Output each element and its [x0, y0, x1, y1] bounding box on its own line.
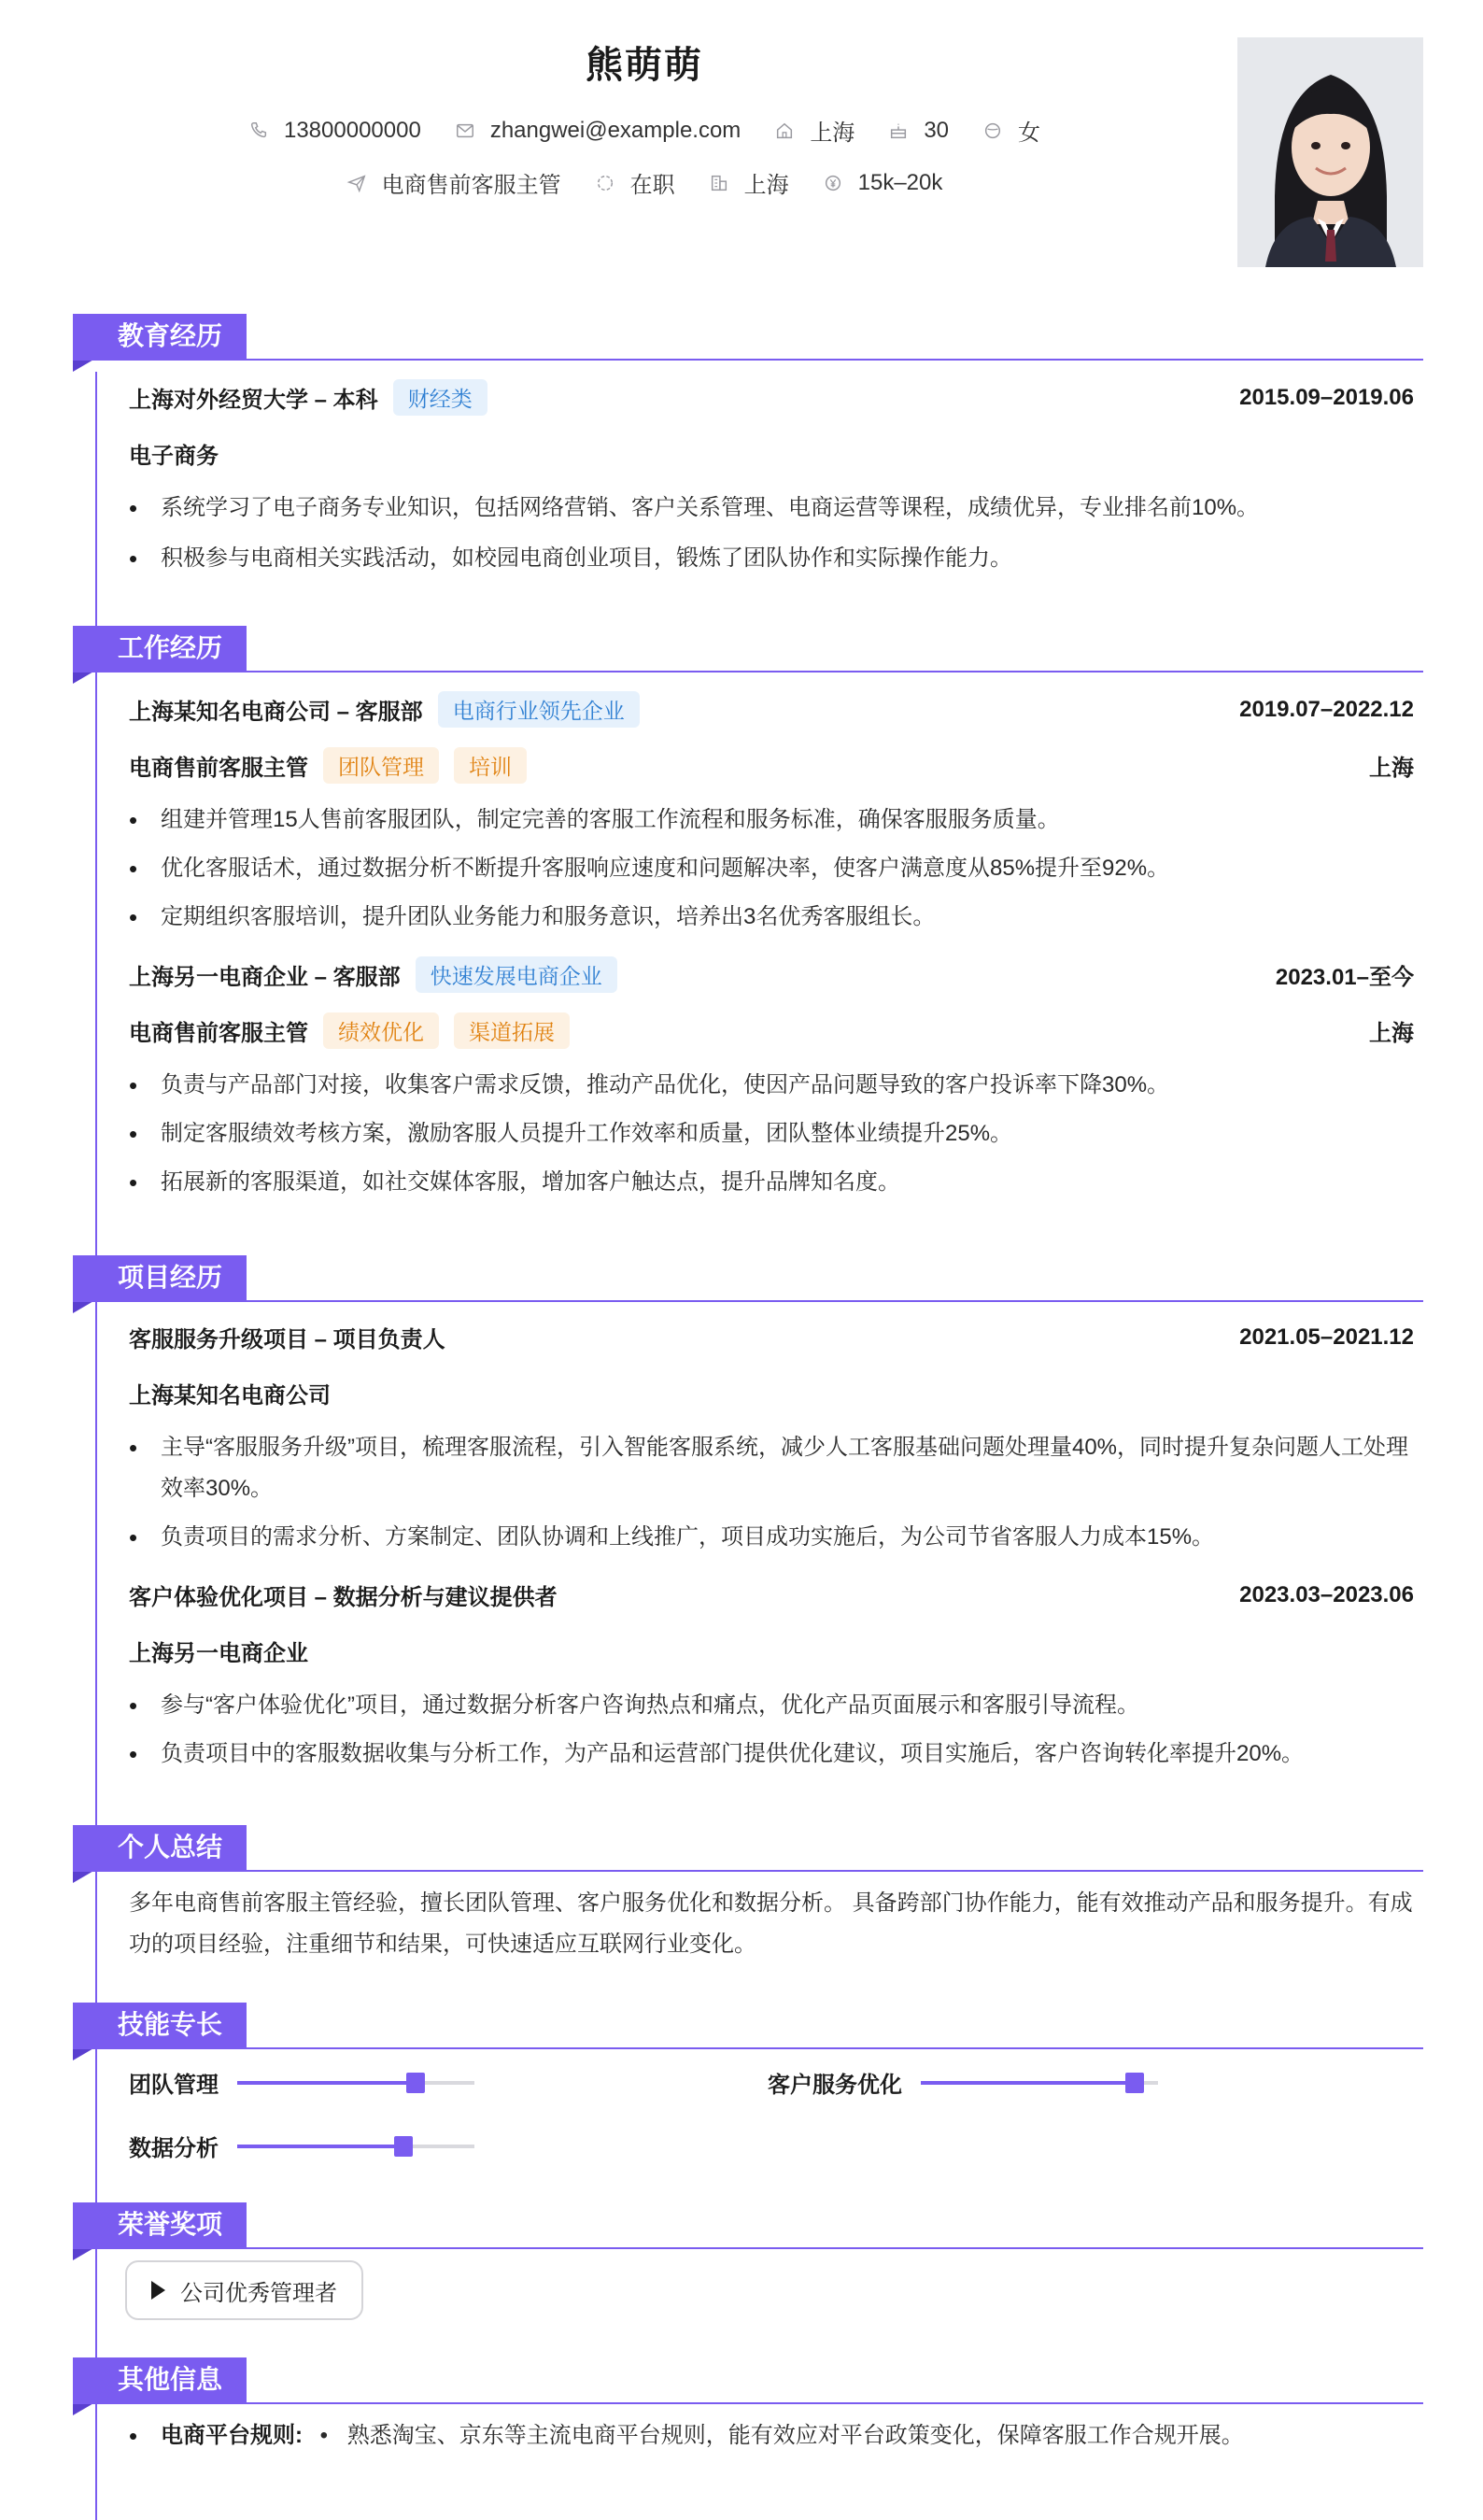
major-row	[129, 437, 1414, 470]
gender-text: 女	[1018, 120, 1041, 146]
mail-icon	[455, 120, 475, 141]
target-city-item	[709, 166, 789, 199]
inner-bullet: •	[319, 2423, 329, 2448]
skill-name: 数据分析	[129, 2136, 219, 2161]
skill-level-bar	[921, 2081, 1158, 2085]
skill-level-knob	[1125, 2073, 1144, 2093]
project-date: 2021.05–2021.12	[1239, 1324, 1414, 1350]
profile-photo	[1237, 37, 1423, 267]
candidate-name: 熊萌萌	[586, 45, 703, 86]
role-tag: 团队管理	[323, 747, 439, 784]
location-text: 上海	[810, 120, 855, 146]
building-icon	[709, 173, 729, 193]
skill-name: 客户服务优化	[768, 2073, 902, 2098]
role-name: 电商售前客服主管	[129, 1021, 308, 1046]
section-divider	[73, 359, 1423, 361]
section-title: 荣誉奖项	[73, 2202, 247, 2247]
email-text: zhangwei@example.com	[489, 117, 742, 143]
skill-level-fill	[237, 2145, 403, 2148]
award-text: 公司优秀管理者	[180, 2280, 337, 2306]
major-name: 电子商务	[129, 444, 219, 469]
skill-name: 团队管理	[129, 2073, 219, 2098]
list-item: • 拓展新的客服渠道，如社交媒体客服，增加客户触达点，提升品牌知名度。	[129, 1162, 1414, 1203]
role-tag: 渠道拓展	[454, 1012, 570, 1049]
summary-text: 多年电商售前客服主管经验，擅长团队管理、客户服务优化和数据分析。 具备跨部门协作能力，能有效推动产品和服务提升。有成功的项目经验，注重细节和结果，可快速适应互联网行业变化。	[129, 1890, 1413, 1957]
skill-level-bar	[237, 2081, 474, 2085]
project-header	[129, 1579, 1414, 1611]
company-name: 上海另一电商企业 – 客服部	[129, 965, 401, 990]
work-role-row	[129, 747, 1414, 784]
age-item	[888, 118, 949, 144]
work-city: 上海	[1369, 1021, 1414, 1046]
section-divider	[73, 1870, 1423, 1872]
section-title: 技能专长	[73, 2003, 247, 2047]
section-skills	[73, 2003, 1423, 2051]
play-icon	[151, 2281, 165, 2300]
contact-row	[0, 114, 1289, 147]
project-header	[129, 1321, 1414, 1353]
list-item: • 积极参与电商相关实践活动，如校园电商创业项目，锻炼了团队协作和实际操作能力。	[129, 538, 1414, 579]
section-education	[73, 314, 1423, 362]
position-text: 电商售前客服主管	[381, 173, 561, 198]
other-label: 电商平台规则:	[161, 2423, 303, 2448]
position-item	[346, 166, 561, 199]
project-org: 上海另一电商企业	[129, 1641, 308, 1666]
phone-text: 13800000000	[283, 117, 421, 143]
work-city: 上海	[1369, 756, 1414, 781]
gender-item	[982, 114, 1040, 147]
list-item: • 定期组织客服培训，提升团队业务能力和服务意识，培养出3名优秀客服组长。	[129, 897, 1414, 938]
salary-item	[823, 170, 943, 196]
section-title: 其他信息	[73, 2357, 247, 2402]
section-divider	[73, 2047, 1423, 2049]
project-org-row	[129, 1635, 1414, 1667]
status-icon	[595, 173, 615, 193]
section-divider	[73, 2402, 1423, 2404]
salary-text: 15k–20k	[857, 169, 943, 195]
age-text: 30	[924, 117, 950, 143]
status-item	[595, 166, 675, 199]
skill-level-fill	[921, 2081, 1135, 2085]
target-city-text: 上海	[743, 173, 789, 198]
section-title: 教育经历	[73, 314, 247, 359]
section-divider	[73, 671, 1423, 672]
project-title: 客户体验优化项目 – 数据分析与建议提供者	[129, 1585, 558, 1610]
yen-icon	[823, 173, 843, 193]
other-text: 熟悉淘宝、京东等主流电商平台规则，能有效应对平台政策变化，保障客服工作合规开展。	[346, 2423, 1244, 2448]
skill-item	[129, 2066, 474, 2099]
education-header	[129, 379, 1414, 416]
list-item: • 负责项目中的客服数据收集与分析工作，为产品和运营部门提供优化建议，项目实施后，客户咨询转化率提升20%。	[129, 1734, 1414, 1775]
work-company-row	[129, 956, 1414, 993]
timeline-line	[95, 372, 97, 2520]
location-item	[774, 114, 854, 147]
cake-icon	[888, 120, 909, 141]
list-item: • 主导“客服服务升级”项目，梳理客服流程，引入智能客服系统，减少人工客服基础问题处理量40%，同时提升复杂问题人工处理效率30%。	[129, 1427, 1414, 1509]
skill-item	[768, 2066, 1158, 2099]
skill-level-bar	[237, 2145, 474, 2148]
skill-level-knob	[406, 2073, 425, 2093]
list-item: • 组建并管理15人售前客服团队，制定完善的客服工作流程和服务标准，确保客服服务质量。	[129, 800, 1414, 841]
list-item: • 制定客服绩效考核方案，激励客服人员提升工作效率和质量，团队整体业绩提升25%。	[129, 1113, 1414, 1154]
school-tag: 财经类	[393, 379, 487, 416]
list-item: • 负责项目的需求分析、方案制定、团队协调和上线推广，项目成功实施后，为公司节省客服人力成本15%。	[129, 1517, 1414, 1558]
list-item: • 参与“客户体验优化”项目，通过数据分析客户咨询热点和痛点，优化产品页面展示和客服引导流程。	[129, 1685, 1414, 1726]
section-other	[73, 2357, 1423, 2406]
role-name: 电商售前客服主管	[129, 756, 308, 781]
section-awards	[73, 2202, 1423, 2251]
company-name: 上海某知名电商公司 – 客服部	[129, 700, 423, 725]
section-title: 工作经历	[73, 626, 247, 671]
list-item: • 优化客服话术，通过数据分析不断提升客服响应速度和问题解决率，使客户满意度从85%提升至92%。	[129, 848, 1414, 889]
role-tag: 绩效优化	[323, 1012, 439, 1049]
project-org-row	[129, 1377, 1414, 1409]
project-title: 客服服务升级项目 – 项目负责人	[129, 1327, 445, 1352]
status-text: 在职	[629, 173, 675, 198]
award-badge[interactable]	[125, 2260, 363, 2320]
phone-icon	[248, 120, 269, 141]
project-org: 上海某知名电商公司	[129, 1383, 331, 1409]
work-role-row	[129, 1012, 1414, 1049]
section-title: 项目经历	[73, 1255, 247, 1300]
work-date: 2023.01–至今	[1275, 965, 1414, 990]
work-company-row	[129, 691, 1414, 728]
skill-level-fill	[237, 2081, 416, 2085]
role-tag: 培训	[454, 747, 527, 784]
home-icon	[774, 120, 795, 141]
section-title: 个人总结	[73, 1825, 247, 1870]
project-date: 2023.03–2023.06	[1239, 1581, 1414, 1607]
job-intent-row	[0, 166, 1289, 199]
section-summary	[73, 1825, 1423, 1874]
list-item	[129, 2415, 1414, 2456]
section-divider	[73, 2247, 1423, 2249]
skill-level-knob	[394, 2136, 413, 2157]
list-item: • 负责与产品部门对接，收集客户需求反馈，推动产品优化，使因产品问题导致的客户投诉率下降30%。	[129, 1065, 1414, 1106]
send-icon	[346, 173, 367, 193]
school-name: 上海对外经贸大学 – 本科	[129, 388, 378, 413]
email-item	[455, 118, 742, 144]
phone-item	[248, 118, 421, 144]
education-date: 2015.09–2019.06	[1239, 384, 1414, 410]
company-tag: 快速发展电商企业	[416, 956, 617, 993]
section-projects	[73, 1255, 1423, 1304]
skill-item	[129, 2130, 474, 2162]
company-tag: 电商行业领先企业	[438, 691, 640, 728]
section-work	[73, 626, 1423, 674]
section-divider	[73, 1300, 1423, 1302]
list-item: • 系统学习了电子商务专业知识，包括网络营销、客户关系管理、电商运营等课程，成绩优异，专业排名前10%。	[129, 488, 1414, 529]
work-date: 2019.07–2022.12	[1239, 696, 1414, 722]
gender-icon	[982, 120, 1003, 141]
